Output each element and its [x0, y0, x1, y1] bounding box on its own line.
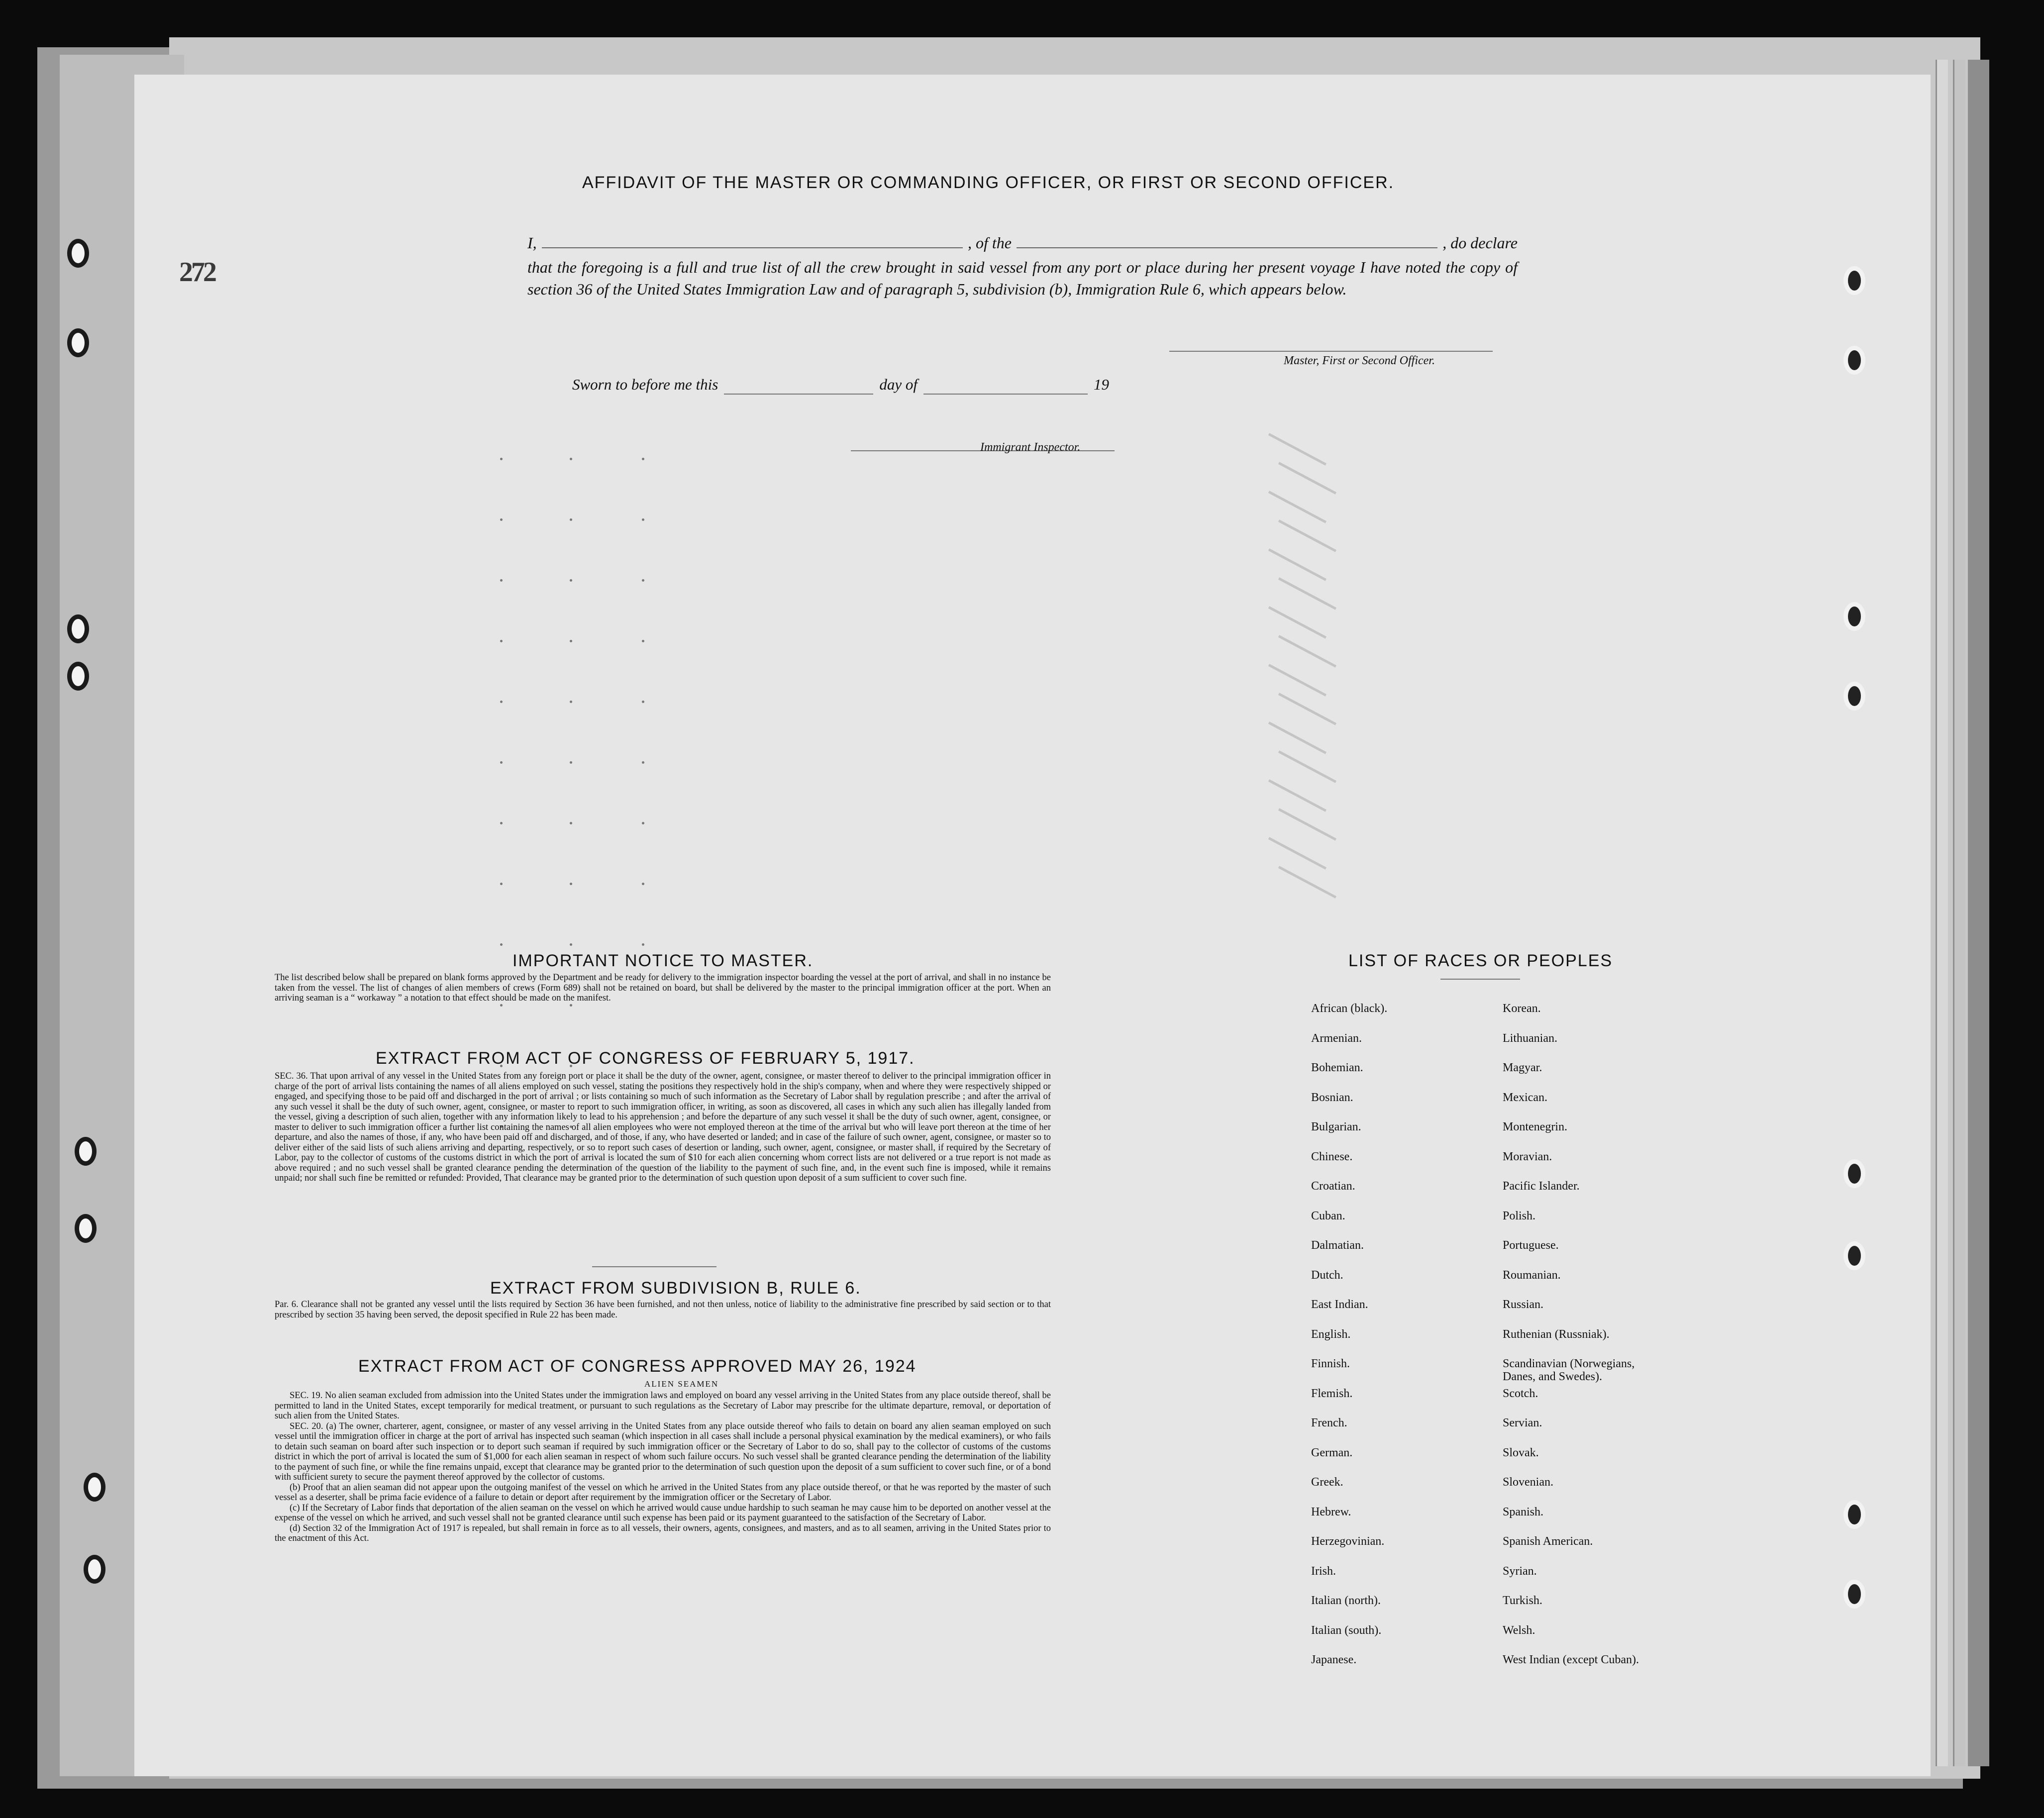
column-dot [642, 822, 644, 824]
column-dot [570, 761, 572, 764]
race-right-item: Lithuanian. [1503, 1031, 1557, 1045]
race-left-item: Croatian. [1311, 1180, 1355, 1193]
column-dot [570, 701, 572, 703]
sworn-line [572, 376, 1169, 395]
race-left-item: Flemish. [1311, 1387, 1353, 1400]
race-left-item: Armenian. [1311, 1031, 1362, 1045]
race-left-item: Japanese. [1311, 1653, 1357, 1666]
race-left-item: Bosnian. [1311, 1091, 1353, 1104]
race-right-item: Syrian. [1503, 1564, 1537, 1578]
race-right-item: Portuguese. [1503, 1239, 1559, 1252]
notice-body: The list described below shall be prepared on blank forms approved by the Department and be ready for delivery to the immigration inspector boarding the vessel at the port of arrival, and shall in no instance be taken from the vessel. The list of changes of alien members of crews (Form 689) shall not be retained on board, but shall be delivered by the master to the principal immigration officer at the port. When an arriving seaman is a “ workaway ” a notation to that effect should be made on the manifest. [275, 973, 1051, 1003]
sec-20a-paragraph: SEC. 20. (a) The owner, charterer, agent, consignee, or master of any vessel arriving in the United States from any place outside thereof who fails to detain on board any alien seaman employed on such vessel until the immigration officer in charge at the port of arrival has inspected such seaman (which inspection in all cases shall include a personal physical examination by the medical examiners), or who fails to detain such seaman on board after such inspection or to deport such seaman if required by such immigration officer or the Secretary of Labor to do so, shall pay to the collector of customs of the customs district in which the port of arrival is located the sum of $1,000 for each alien seaman in respect of whom such failure occurs. No such vessel shall be granted clearance pending the determination of the liability to the payment of such fine, or while the fine remains unpaid, except that clearance may be granted prior to the determination of such question upon the deposit of a sum sufficient to cover such fine, or of a bond with sufficient surety to secure the payment thereof approved by the collector of customs. [275, 1421, 1051, 1482]
race-left-item: Irish. [1311, 1564, 1336, 1578]
binder-hole [1843, 682, 1865, 710]
page-stack-edge [1968, 60, 1989, 1766]
race-left-item: German. [1311, 1446, 1353, 1459]
binder-hole [1843, 346, 1865, 375]
binder-hole [1843, 266, 1865, 295]
alien-seamen-subtitle: ALIEN SEAMEN [644, 1379, 719, 1389]
page-stack-edge [1953, 60, 1965, 1766]
sec-20d-paragraph: (d) Section 32 of the Immigration Act of 1917 is repealed, but shall remain in force as to all vessels, their owners, agents, consignees, and masters, and as to all seamen, arriving in the United States prior to the enactment of this Act. [275, 1523, 1051, 1543]
extract-rule6-title: EXTRACT FROM SUBDIVISION B, RULE 6. [490, 1279, 861, 1298]
column-dot [500, 822, 503, 824]
race-left-item: Italian (north). [1311, 1594, 1381, 1607]
race-right-item: Polish. [1503, 1209, 1536, 1222]
race-left-item: English. [1311, 1327, 1351, 1341]
master-signature-line[interactable] [1169, 351, 1493, 352]
extract-rule6-body: Par. 6. Clearance shall not be granted any vessel until the lists required by Section 36 have been furnished, and not then unless, notice of liability to the administrative fine prescribed by said section or to that prescribed by section 35 having been served, the deposit specified in Rule 22 has been made. [275, 1300, 1051, 1320]
binder-hole [84, 1473, 105, 1502]
column-dot [500, 458, 503, 460]
extract-1917-title: EXTRACT FROM ACT OF CONGRESS OF FEBRUARY 5, 1917. [376, 1049, 915, 1068]
column-dot [500, 579, 503, 582]
column-dot [570, 579, 572, 582]
race-left-item: African (black). [1311, 1002, 1388, 1015]
race-right-item: Scotch. [1503, 1387, 1538, 1400]
extract-1917-body: SEC. 36. That upon arrival of any vessel in the United States from any foreign port or place it shall be the duty of the owner, agent, consignee, or master thereof to deliver to the principal immigration officer in charge of the port of arrival lists containing the names of all aliens employed on such vessel, stating the positions they respectively hold in the ship's company, when and where they were respectively shipped or engaged, and specifying those to be paid off and discharged in the port of arrival ; or lists containing so much of such information as the Secretary of Labor shall by regulation prescribe ; and after the arrival of any such vessel it shall be the duty of such owner, agent, consignee, or master to report to such immigration officer, in writing, as soon as discovered, all cases in which any such alien has illegally landed from the vessel, giving a description of such alien, together with any information likely to lead to his apprehension ; and before the departure of any such vessel it shall be the duty of such owner, agent, consignee, or master to deliver to such immigration officer a further list containing the names of all alien employees who were not employed thereon at the time of the arrival but who will leave port thereon at the time of her departure, and also the names of those, if any, who have been paid off and discharged, and of those, if any, who have deserted or landed; and in case of the failure of such owner, agent, consignee, or master so to deliver either of the said lists of such aliens arriving and departing, respectively, or so to report such cases of desertion or landing, such owner, agent, consignee, or master shall, if required by the Secretary of Labor, pay to the collector of customs of the customs district in which the port of arrival is located the sum of $10 for each alien concerning whom correct lists are not delivered or a true report is not made as above required ; and no such vessel shall be granted clearance pending the determination of the question of the liability to the payment of such fine, and, in the event such fine is imposed, while it remains unpaid; nor shall such fine be remitted or refunded: Provided, That clearance may be granted prior to the determination of such question upon deposit of a sum sufficient to cover such fine. [275, 1071, 1051, 1183]
column-dot [642, 579, 644, 582]
race-left-item: Herzegovinian. [1311, 1535, 1385, 1548]
race-left-item: Finnish. [1311, 1357, 1350, 1370]
race-right-item: Ruthenian (Russniak). [1503, 1327, 1610, 1341]
race-left-item: Hebrew. [1311, 1505, 1351, 1518]
column-dot [642, 518, 644, 521]
race-left-item: Greek. [1311, 1476, 1343, 1489]
i-label: I, [527, 234, 537, 252]
column-dot [642, 883, 644, 885]
race-right-item: Moravian. [1503, 1150, 1552, 1163]
race-right-item: West Indian (except Cuban). [1503, 1653, 1639, 1666]
master-signature-label: Master, First or Second Officer. [1284, 354, 1435, 367]
race-right-item: Roumanian. [1503, 1268, 1561, 1282]
column-dot [500, 1004, 503, 1007]
affidavit-body: that the foregoing is a full and true list of all the crew brought in said vessel from any port or place during her present voyage I have noted the copy of section 36 of the United States Immigration Law and of paragraph 5, subdivision (b), Immigration Rule 6, which appears below. [527, 258, 1518, 298]
binder-hole [1843, 1241, 1865, 1270]
column-dot [500, 943, 503, 946]
column-dot [570, 640, 572, 642]
column-dot [500, 518, 503, 521]
binder-hole [75, 1214, 97, 1243]
race-right-item: Slovenian. [1503, 1476, 1553, 1489]
year-prefix: 19 [1093, 376, 1109, 393]
column-dot [570, 822, 572, 824]
race-left-item: Chinese. [1311, 1150, 1353, 1163]
race-right-item: Russian. [1503, 1298, 1544, 1311]
binder-hole [67, 328, 89, 357]
race-left-item: Italian (south). [1311, 1623, 1382, 1637]
column-dot [642, 943, 644, 946]
column-dot [570, 518, 572, 521]
day-of-label: day of [879, 376, 918, 393]
race-left-item: Bohemian. [1311, 1061, 1363, 1074]
binder-hole [75, 1137, 97, 1166]
column-dot [500, 761, 503, 764]
race-right-item: Mexican. [1503, 1091, 1547, 1104]
races-title: LIST OF RACES OR PEOPLES [1348, 951, 1613, 970]
sec-19-paragraph: SEC. 19. No alien seaman excluded from admission into the United States under the immigration laws and employed on board any vessel arriving in the United States from any place outside thereof, shall be permitted to land in the United States, except temporarily for medical treatment, or pursuant to such regulations as the Secretary of Labor may prescribe for the ultimate departure, removal, or deportation of such alien from the United States. [275, 1391, 1051, 1421]
section-divider [592, 1266, 716, 1267]
race-right-item: Slovak. [1503, 1446, 1539, 1459]
race-left-item: East Indian. [1311, 1298, 1368, 1311]
of-the-label: , of the [967, 234, 1012, 252]
column-dot [642, 640, 644, 642]
race-right-item: Pacific Islander. [1503, 1180, 1580, 1193]
sec-20c-paragraph: (c) If the Secretary of Labor finds that deportation of the alien seaman on the vessel on which he arrived would cause undue hardship to such seaman he may cause him to be deported on another vessel at the expense of the vessel on which he arrived, and such vessel shall not be granted clearance until such expense has been paid or its payment guaranteed to the satisfaction of the Secretary of Labor. [275, 1503, 1051, 1523]
month-blank[interactable] [923, 376, 1088, 395]
race-right-item: Servian. [1503, 1416, 1542, 1429]
race-left-item: Dalmatian. [1311, 1239, 1364, 1252]
sworn-prefix: Sworn to before me this [572, 376, 718, 393]
column-dot [570, 883, 572, 885]
races-title-rule [1440, 979, 1520, 980]
column-dot [500, 640, 503, 642]
binder-hole [1843, 1580, 1865, 1609]
binder-hole [1843, 602, 1865, 631]
inspector-signature-label: Immigrant Inspector. [980, 441, 1081, 454]
column-dot [642, 458, 644, 460]
margin-handwritten-number: 272 [179, 257, 215, 288]
extract-1924-title: EXTRACT FROM ACT OF CONGRESS APPROVED MAY 26, 1924 [358, 1357, 917, 1376]
binder-hole [67, 662, 89, 691]
sec-20b-paragraph: (b) Proof that an alien seaman did not appear upon the outgoing manifest of the vessel on which he arrived in the United States from any place outside thereof, or that he was reported by the master of such vessel as a deserter, shall be prima facie evidence of a failure to detain or deport after requirement by the immigration officer or the Secretary of Labor. [275, 1482, 1051, 1503]
day-blank[interactable] [724, 376, 873, 395]
race-right-item: Magyar. [1503, 1061, 1542, 1074]
race-left-item: Bulgarian. [1311, 1120, 1361, 1133]
binder-hole [67, 239, 89, 268]
column-dot [500, 701, 503, 703]
page-stack-edge [1936, 60, 1948, 1766]
vessel-blank[interactable] [1017, 234, 1437, 248]
race-left-item: French. [1311, 1416, 1347, 1429]
column-dot [642, 701, 644, 703]
binder-hole [1843, 1500, 1865, 1529]
column-dot [500, 883, 503, 885]
affidavit-declaration-line [527, 234, 1518, 252]
binder-hole [1843, 1159, 1865, 1188]
race-right-item: Welsh. [1503, 1623, 1535, 1637]
affidavit-title: AFFIDAVIT OF THE MASTER OR COMMANDING OFFICER, OR FIRST OR SECOND OFFICER. [582, 173, 1395, 192]
name-blank[interactable] [542, 234, 963, 248]
notice-title: IMPORTANT NOTICE TO MASTER. [512, 951, 814, 970]
race-right-item: Spanish American. [1503, 1535, 1593, 1548]
extract-1924-body [275, 1391, 1051, 1544]
binder-hole [67, 614, 89, 643]
race-left-item: Dutch. [1311, 1268, 1343, 1282]
binder-hole [84, 1555, 105, 1584]
race-right-item: Korean. [1503, 1002, 1541, 1015]
column-dot [642, 761, 644, 764]
race-right-item: Spanish. [1503, 1505, 1544, 1518]
do-declare-label: , do declare [1442, 234, 1518, 252]
column-dot [570, 1004, 572, 1007]
column-dot [570, 943, 572, 946]
race-right-item: Scandinavian (Norwegians, Danes, and Swedes). [1503, 1357, 1635, 1383]
race-right-item: Montenegrin. [1503, 1120, 1567, 1133]
race-right-item: Turkish. [1503, 1594, 1542, 1607]
column-dot [570, 458, 572, 460]
race-left-item: Cuban. [1311, 1209, 1345, 1222]
